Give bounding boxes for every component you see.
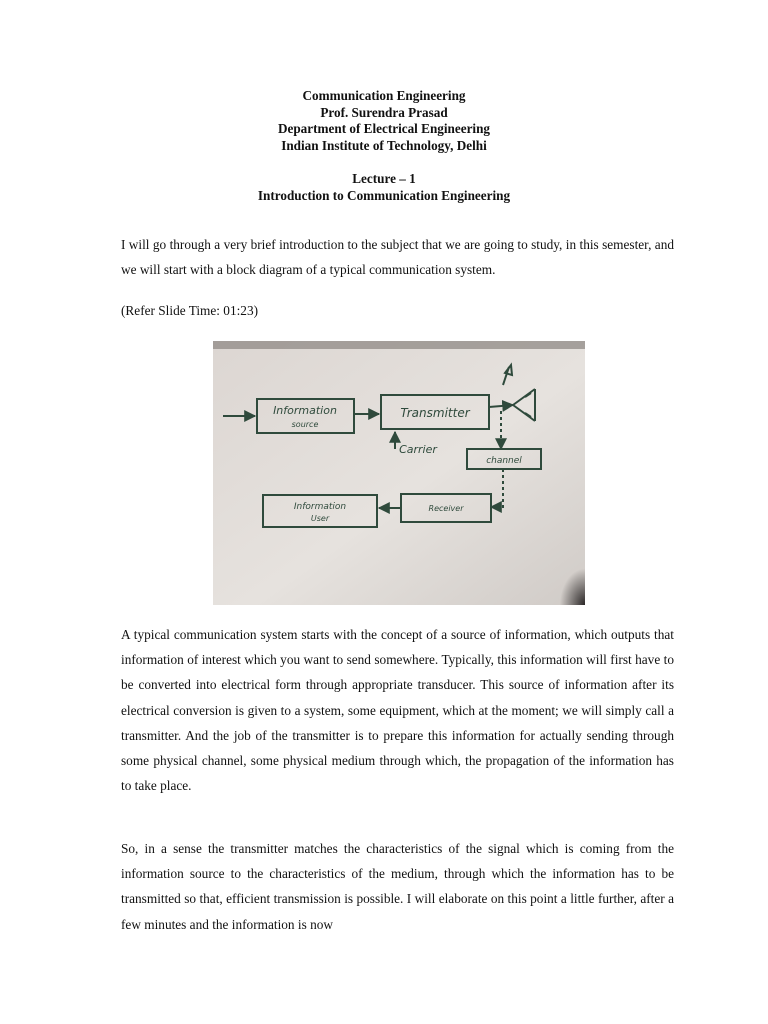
document-header [0,88,768,154]
lecture-number: Lecture – 1 [352,171,416,186]
intro-paragraph: I will go through a very brief introduction to the subject that we are going to study, in this semester, and we will start with a block diagram of a typical communication system. [121,237,674,278]
lecture-title: Introduction to Communication Engineering [257,187,511,203]
slide-time-reference: (Refer Slide Time: 01:23) [121,303,259,318]
lecture-header [0,171,768,204]
professor-name: Prof. Surendra Prasad [320,104,448,120]
department-name: Department of Electrical Engineering [277,121,491,136]
label-information-user-1: Information [293,502,347,512]
label-information-source-2: source [291,420,319,429]
course-title: Communication Engineering [302,88,466,103]
label-channel: channel [486,456,522,466]
body-paragraph-3: So, in a sense the transmitter matches the characteristics of the signal which is coming from the information source to the characteristics of the medium, through which the information has to be transmitted so that, efficient transmission is possible. I will elaborate on this point a little further, after a few minutes and the information is now [121,841,674,932]
label-carrier: Carrier [399,443,437,456]
label-receiver: Receiver [428,504,464,513]
block-diagram-figure [213,341,585,605]
label-information-source-1: Information [273,404,337,417]
label-information-user-2: User [310,514,330,523]
label-transmitter: Transmitter [400,406,470,420]
body-paragraph-2: A typical communication system starts with the concept of a source of information, which outputs that information of interest which you want to send somewhere. Typically, this information will first have to be converted into electrical form through appropriate transducer. This source of information after its electrical conversion is given to a system, some equipment, which at the moment; we will simply call a transmitter. And the job of the transmitter is to prepare this information for actually sending through some physical channel, some physical medium through which, the propagation of the information has to take place. [121,627,674,794]
institute-name: Indian Institute of Technology, Delhi [281,137,487,153]
